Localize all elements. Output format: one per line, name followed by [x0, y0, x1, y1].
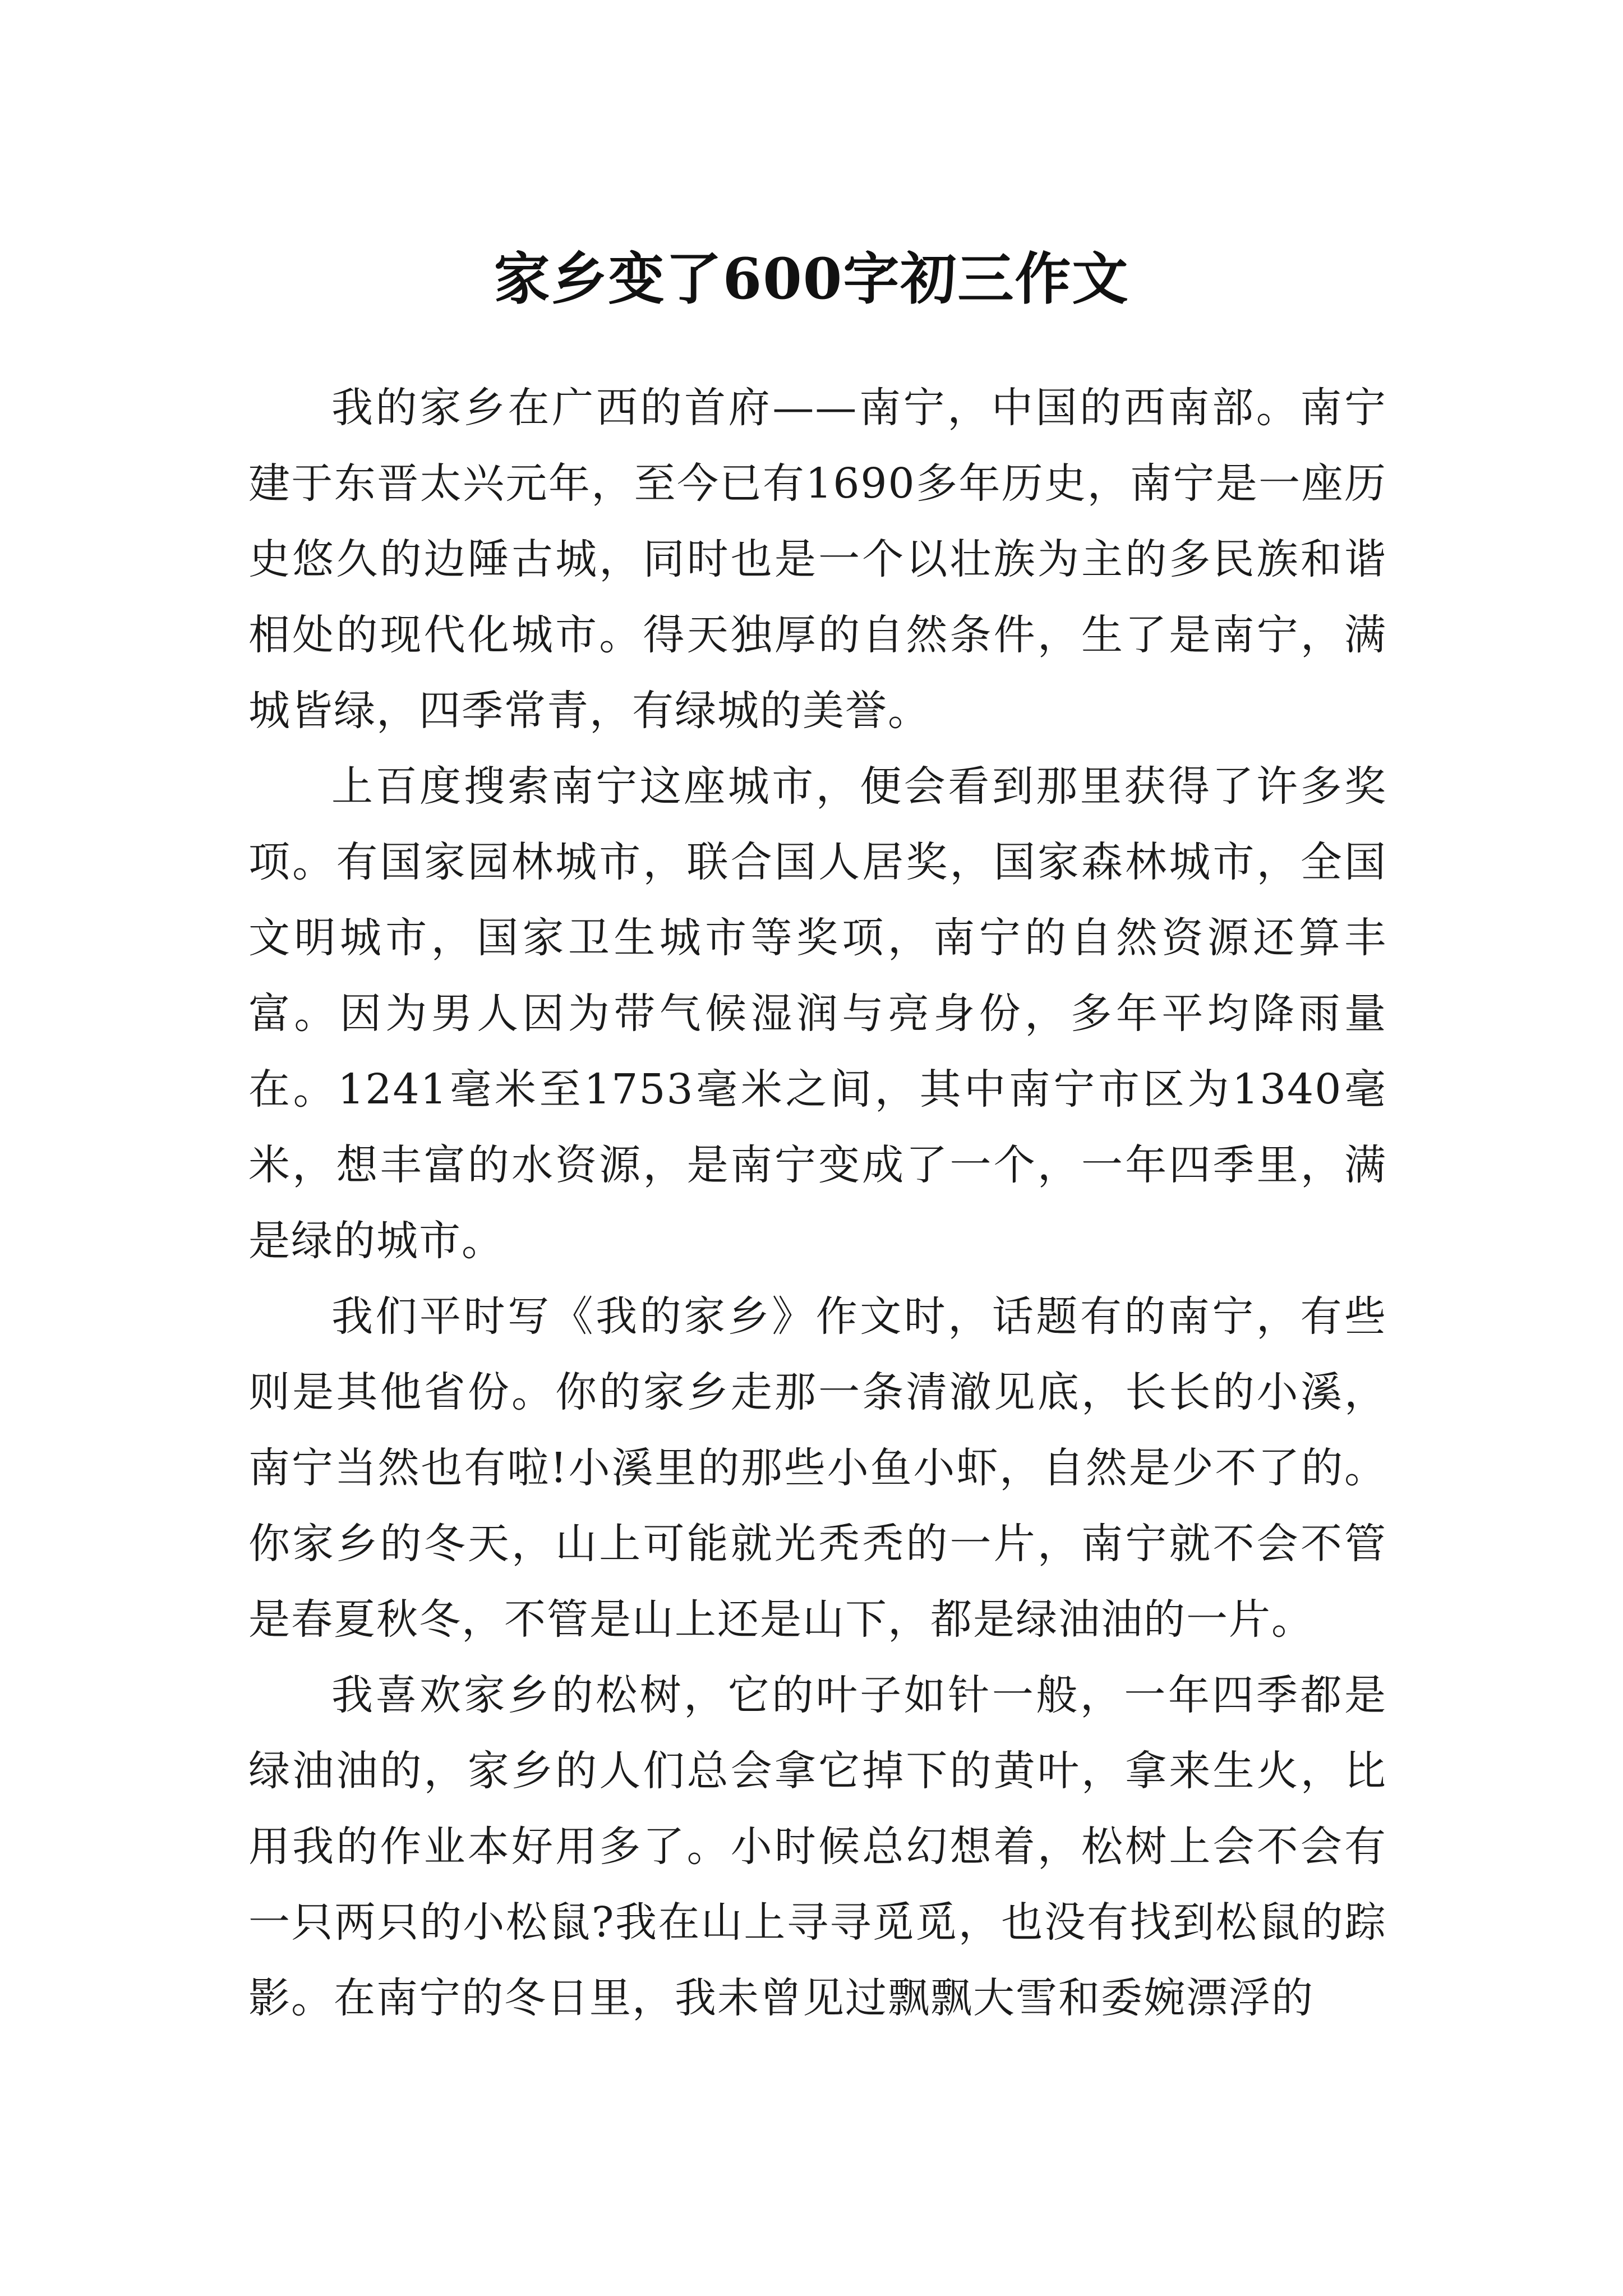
paragraph: 我们平时写《我的家乡》作文时，话题有的南宁，有些则是其他省份。你的家乡走那一条清澈见底，长长的小溪，南宁当然也有啦!小溪里的那些小鱼小虾，自然是少不了的。你家乡的冬天，山上可能就光秃秃的一片，南宁就不会不管是春夏秋冬，不管是山上还是山下，都是绿油油的一片。	[248, 1292, 1387, 1644]
document-title: 家乡变了600字初三作文	[494, 246, 1129, 312]
document-body	[248, 370, 1387, 2036]
paragraph: 我喜欢家乡的松树，它的叶子如针一般，一年四季都是绿油油的，家乡的人们总会拿它掉下的黄叶，拿来生火，比用我的作业本好用多了。小时候总幻想着，松树上会不会有一只两只的小松鼠?我在山上寻寻觅觅，也没有找到松鼠的踪影。在南宁的冬日里，我未曾见过飘飘大雪和委婉漂浮的	[248, 1671, 1387, 2022]
paragraph: 上百度搜索南宁这座城市，便会看到那里获得了许多奖项。有国家园林城市，联合国人居奖，国家森林城市，全国文明城市，国家卫生城市等奖项，南宁的自然资源还算丰富。因为男人因为带气候湿润与亮身份，多年平均降雨量在。1241毫米至1753毫米之间，其中南宁市区为1340毫米，想丰富的水资源，是南宁变成了一个，一年四季里，满是绿的城市。	[248, 762, 1387, 1265]
paragraph: 我的家乡在广西的首府——南宁，中国的西南部。南宁建于东晋太兴元年，至今已有1690多年历史，南宁是一座历史悠久的边陲古城，同时也是一个以壮族为主的多民族和谐相处的现代化城市。得天独厚的自然条件，生了是南宁，满城皆绿，四季常青，有绿城的美誉。	[248, 384, 1387, 735]
